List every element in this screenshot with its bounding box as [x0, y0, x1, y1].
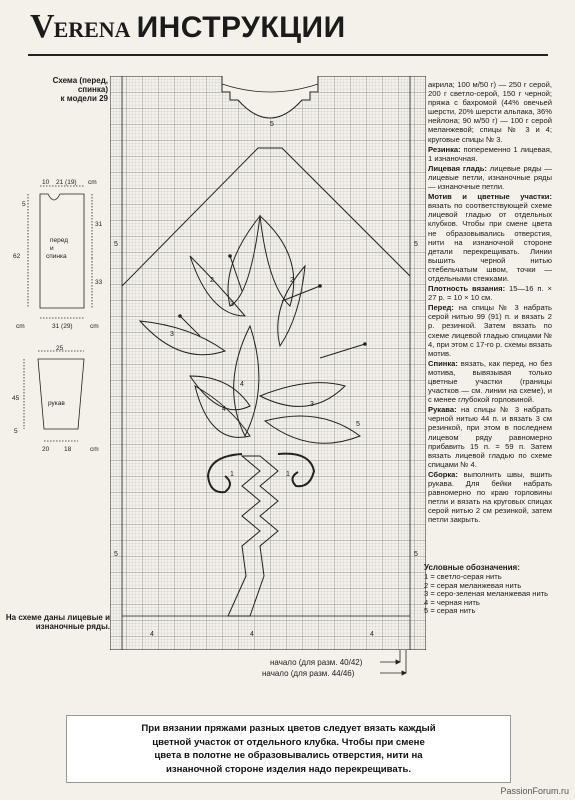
legend-item: 3 = серо-зеленая меланжевая нить [424, 589, 549, 599]
dim-neck: 10 [42, 179, 50, 186]
chart-note-line: изнаночные ряды. [35, 622, 110, 631]
dim-shoulder: 21 (19) [56, 179, 77, 186]
instruction-paragraph [428, 303, 552, 358]
chart-grid [110, 76, 426, 650]
color-number: 5 [414, 551, 418, 558]
color-number: 4 [240, 381, 244, 388]
yarn-tip-box [66, 715, 511, 783]
instructions-text [428, 80, 552, 526]
dim-neck-depth: 5 [22, 201, 26, 208]
instruction-heading: Спинка: [428, 358, 458, 368]
dim-unit: cm [90, 323, 99, 330]
color-number: 4 [250, 631, 254, 638]
instruction-heading: Сборка: [428, 469, 458, 479]
color-number: 3 [170, 331, 174, 338]
knitting-chart [110, 76, 426, 650]
schema-label [22, 76, 108, 103]
page-header [30, 8, 346, 46]
color-number: 2 [210, 277, 214, 284]
legend-item: 4 = черная нить [424, 597, 480, 607]
color-number: 4 [370, 631, 374, 638]
instruction-paragraph [428, 284, 552, 302]
legend-list [424, 573, 548, 616]
diagram-label: и [50, 245, 54, 252]
instruction-paragraph [428, 145, 552, 163]
instruction-body: на спицы № 3 набрать серой нитью 99 (91) п. и вязать 2 р. резинкой. Затем вязать по схеме лицевой гладью спицами № 4, при этом с 17-го р. схемы вязать мотив. [428, 303, 552, 358]
instruction-body: на спицы № 3 набрать черной нитью 44 п. и вязать 3 см резинкой, при этом в последнем лицевом ряду равномерно прибавить 15 п. = 59 п. Затем вязать лицевой гладью по схеме спицами № 4. [428, 405, 552, 469]
sleeve-label: рукав [48, 400, 65, 407]
dim-length: 62 [13, 253, 21, 260]
dim-sleeve-top: 25 [56, 345, 64, 352]
color-number: 4 [150, 631, 154, 638]
dim-sleeve-bottom: 20 [42, 446, 50, 453]
color-number: 5 [414, 241, 418, 248]
instruction-paragraph [428, 359, 552, 404]
instruction-heading: Перед: [428, 303, 454, 313]
instruction-body: 15—16 п. × 27 р. = 10 × 10 см. [428, 284, 552, 303]
front-back-diagram [8, 178, 108, 338]
instruction-paragraph [428, 192, 552, 283]
instruction-body: выполнить швы, вшить рукава. Для бейки набрать равномерно по краю горловины петли и вязать на круговых спицах серой нитью 2 см резинкой, затем петли закрыть. [428, 469, 552, 525]
dim-width: 31 (29) [52, 323, 73, 330]
sleeve-diagram [8, 345, 108, 455]
legend-item: 5 = серая нить [424, 606, 476, 616]
dim-armhole: 31 [95, 221, 103, 228]
instruction-body: акрила; 100 м/50 г) — 250 г серой, 200 г светло-серой, 150 г черной; пряжа с бахромой (44% овечьей шерсти, 20% шерсти альпака, 36% нейлона; 90 м/50 г) — 100 г серой меланжевой; спицы № 3 и 4; круговые спицы № 3. [428, 80, 552, 144]
brand-name: ERENA [53, 17, 131, 42]
color-number: 5 [356, 421, 360, 428]
instruction-paragraph [428, 80, 552, 144]
sleeve-outline [38, 359, 84, 429]
start-arrows [380, 650, 420, 680]
legend-title: Условные обозначения: [424, 563, 520, 572]
color-number: 1 [230, 471, 234, 478]
dim-cuff: 5 [14, 428, 18, 435]
legend-item: 2 = серая меланжевая нить [424, 580, 522, 590]
chart-note-line: На схеме даны лицевые и [5, 613, 110, 622]
back-neckline [222, 84, 318, 92]
instruction-body: попеременно 1 лицевая, 1 изнаночная. [428, 144, 552, 163]
start-label-4042: начало (для разм. 40/42) [270, 658, 363, 667]
color-number: 3 [310, 401, 314, 408]
legend-item: 1 = светло-серая нить [424, 572, 502, 581]
dim-unit: cm [88, 179, 97, 186]
instruction-heading: Мотив и цветные участки: [428, 192, 552, 202]
instruction-heading: Плотность вязания: [428, 284, 506, 294]
color-number: 2 [290, 277, 294, 284]
dim-unit: cm [16, 323, 25, 330]
watermark: PassionForum.ru [500, 786, 569, 796]
instruction-heading: Лицевая гладь: [428, 163, 487, 173]
dim-sleeve-half: 18 [64, 446, 72, 453]
color-number: 4 [222, 406, 226, 413]
dim-sleeve-length: 45 [12, 395, 20, 402]
instruction-paragraph [428, 470, 552, 525]
instruction-body: вязать по соответствующей схеме лицевой гладью от отдельных клубков. Чтобы при смене цвета не образовывались отверстия, нити на изнаночной стороне детали перекрещивать. Линии вышить черной нитью стебельчатым швом, точки — отдельными стежками. [428, 201, 552, 283]
instruction-body: вязать, как перед, но без мотива, вывязывая только цветные участки (границы участков — см. линии на схеме), и с менее глубокой горловиной. [428, 358, 552, 405]
schema-label-line: Схема (перед, спинка) [52, 76, 108, 94]
diagram-label: перед [50, 237, 69, 244]
diagram-label: спинка [46, 253, 67, 260]
front-outline [40, 194, 84, 308]
color-number: 5 [270, 121, 274, 128]
schema-label-line: к модели 29 [60, 94, 108, 103]
color-number: 5 [114, 551, 118, 558]
tip-line: При вязании пряжами разных цветов следует вязать каждый [141, 723, 436, 734]
header-rule [28, 54, 548, 56]
brand-initial: V [30, 8, 54, 45]
instruction-paragraph [428, 164, 552, 191]
tip-line: цвета в полотне не образовывались отверстия, нити на [154, 750, 423, 761]
page-title: ИНСТРУКЦИИ [136, 11, 346, 44]
instruction-paragraph [428, 405, 552, 469]
color-number: 3 [230, 301, 234, 308]
tip-line: изнаночной стороне изделия надо перекрещивать. [165, 763, 412, 775]
dim-unit: cm [90, 446, 99, 453]
chart-note [2, 613, 110, 631]
instruction-heading: Резинка: [428, 144, 461, 154]
dim-side: 33 [95, 279, 103, 286]
color-number: 1 [286, 471, 290, 478]
instruction-body: лицевые ряды — лицевые петли, изнаночные ряды — изнаночные петли. [428, 163, 553, 192]
color-number: 5 [114, 241, 118, 248]
instruction-heading: Рукава: [428, 405, 457, 415]
start-label-4446: начало (для разм. 44/46) [262, 669, 355, 678]
tip-line: цветной участок от отдельного клубка. Чтобы при смене [152, 736, 425, 748]
